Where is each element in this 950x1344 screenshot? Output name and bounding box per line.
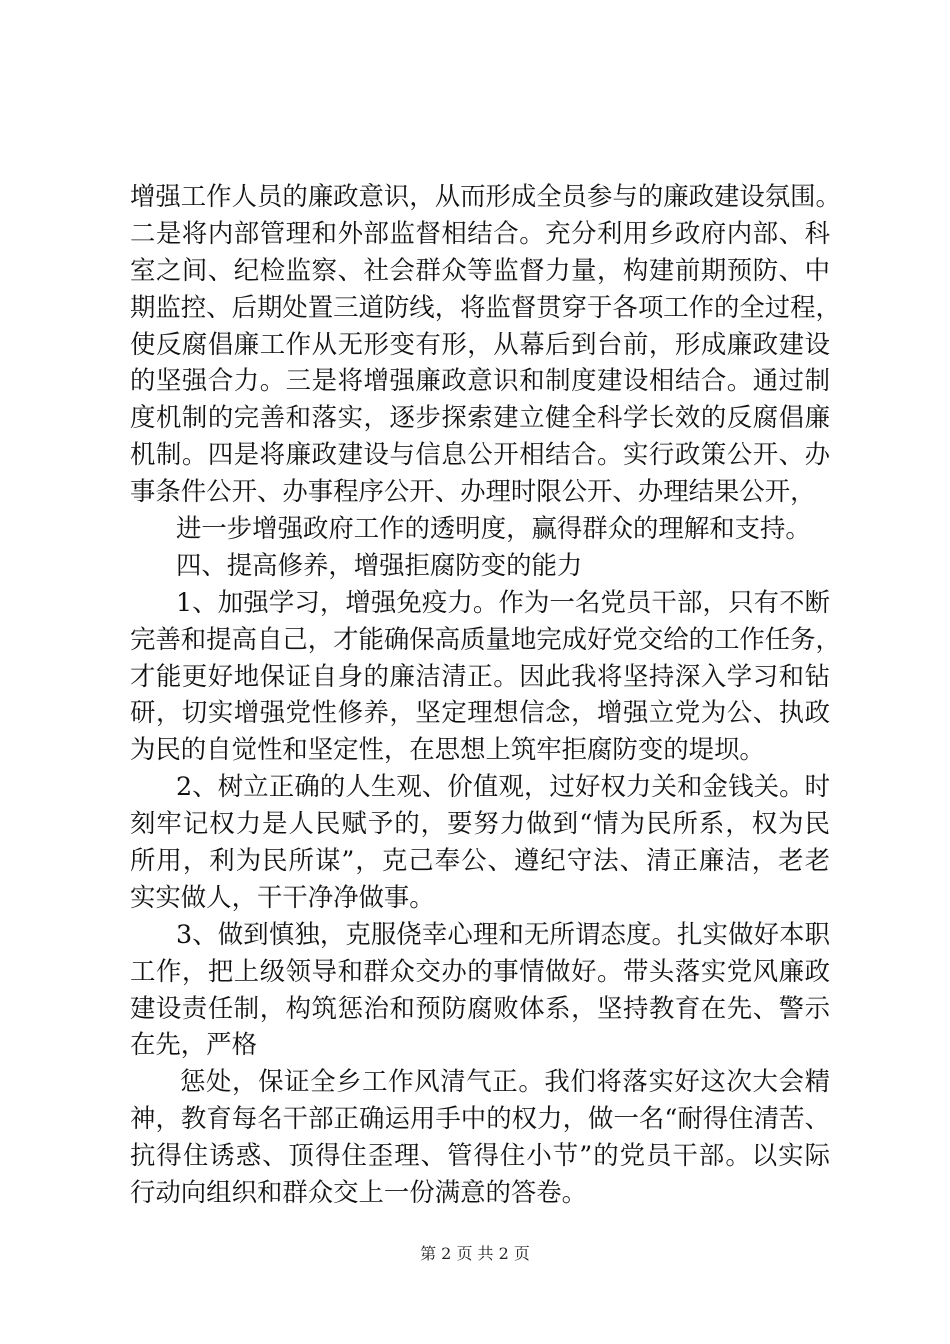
text-line: 的坚强合力。三是将增强廉政意识和制度建设相结合。通过制 <box>130 365 830 396</box>
text-line: 工作，把上级领导和群众交办的事情做好。带头落实党风廉政 <box>130 955 830 986</box>
text-line: 抗得住诱惑、顶得住歪理、管得住小节”的党员干部。以实际 <box>130 1140 830 1171</box>
text-line: 事条件公开、办事程序公开、办理时限公开、办理结果公开， <box>130 476 816 507</box>
text-line: 行动向组织和群众交上一份满意的答卷。 <box>130 1177 588 1208</box>
text-line: 2、树立正确的人生观、价值观，过好权力关和金钱关。时 <box>176 771 830 802</box>
text-line: 为民的自觉性和坚定性，在思想上筑牢拒腐防变的堤坝。 <box>130 734 765 765</box>
section-heading: 四、提高修养，增强拒腐防变的能力 <box>176 549 583 580</box>
text-line: 3、做到慎独，克服侥幸心理和无所谓态度。扎实做好本职 <box>176 918 830 949</box>
document-body <box>130 178 841 1211</box>
text-line: 1、加强学习，增强免疫力。作为一名党员干部，只有不断 <box>176 586 830 617</box>
text-line: 刻牢记权力是人民赋予的，要努力做到“情为民所系，权为民 <box>130 808 830 839</box>
text-line: 二是将内部管理和外部监督相结合。充分利用乡政府内部、科 <box>130 217 830 248</box>
text-line: 期监控、后期处置三道防线，将监督贯穿于各项工作的全过程， <box>130 291 841 322</box>
text-line: 度机制的完善和落实，逐步探索建立健全科学长效的反腐倡廉 <box>130 402 830 433</box>
text-line: 研，切实增强党性修养，坚定理想信念，增强立党为公、执政 <box>130 697 830 728</box>
text-line: 实实做人，干干净净做事。 <box>130 881 435 912</box>
text-line: 才能更好地保证自身的廉洁清正。因此我将坚持深入学习和钻 <box>130 660 830 691</box>
text-line: 进一步增强政府工作的透明度，赢得群众的理解和支持。 <box>176 513 811 544</box>
text-line: 所用，利为民所谋”，克己奉公、遵纪守法、清正廉洁，老老 <box>130 845 830 876</box>
text-line: 室之间、纪检监察、社会群众等监督力量，构建前期预防、中 <box>130 254 830 285</box>
text-line: 建设责任制，构筑惩治和预防腐败体系，坚持教育在先、警示 <box>130 992 830 1023</box>
text-line: 增强工作人员的廉政意识，从而形成全员参与的廉政建设氛围。 <box>130 181 841 211</box>
text-line: 机制。四是将廉政建设与信息公开相结合。实行政策公开、办 <box>130 439 830 470</box>
page-footer <box>0 1244 950 1264</box>
text-line: 完善和提高自己，才能确保高质量地完成好党交给的工作任务， <box>130 623 841 654</box>
text-line: 神，教育每名干部正确运用手中的权力，做一名“耐得住清苦、 <box>130 1103 830 1134</box>
text-line: 惩处，保证全乡工作风清气正。我们将落实好这次大会精 <box>180 1066 830 1097</box>
text-line: 使反腐倡廉工作从无形变有形，从幕后到台前，形成廉政建设 <box>130 328 830 359</box>
text-line: 在先，严格 <box>130 1029 257 1060</box>
page-number: 第 2 页 共 2 页 <box>420 1244 530 1263</box>
